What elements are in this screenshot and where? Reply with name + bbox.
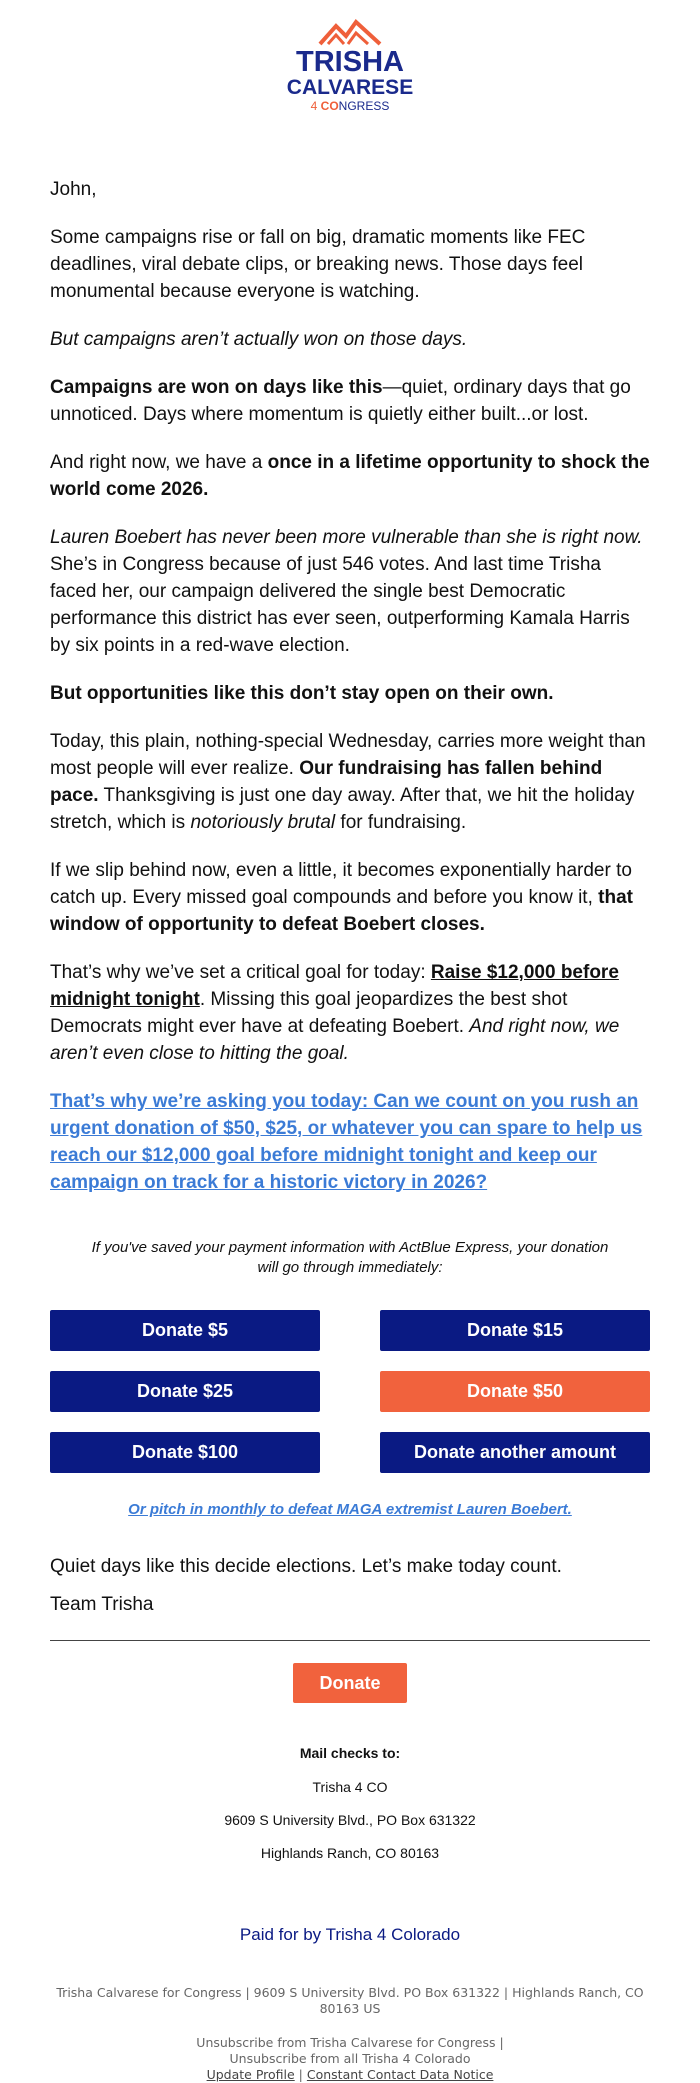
- paragraph-9: That’s why we’ve set a critical goal for today: Raise $12,000 before midnight tonight. Missing this goal jeopardizes the best shot Democrats might ever have at defeating Boebert. And right now, we aren’t even close to hitting the goal.: [50, 962, 620, 1064]
- email-body: [0, 118, 700, 1945]
- footer-links: [40, 2067, 660, 2083]
- donate-5-button[interactable]: Donate $5: [50, 1310, 320, 1351]
- paragraph-2: But campaigns aren’t actually won on those days.: [50, 329, 468, 350]
- footer-separator: |: [294, 2067, 307, 2082]
- closing-line: Quiet days like this decide elections. Let’s make today count.: [50, 1556, 562, 1577]
- mail-checks-block: [50, 1745, 650, 1861]
- footer-address: Trisha Calvarese for Congress | 9609 S University Blvd. PO Box 631322 | Highlands Ranch, CO 80163 US: [56, 1985, 644, 2016]
- email-page: [0, 8, 700, 2083]
- paragraph-3: Campaigns are won on days like this—quiet, ordinary days that go unnoticed. Days where momentum is quietly either built...or lost.: [50, 377, 631, 425]
- paragraph-6: But opportunities like this don’t stay open on their own.: [50, 683, 554, 704]
- footer: [40, 1985, 660, 2083]
- donate-button[interactable]: Donate: [293, 1663, 407, 1703]
- campaign-logo: [270, 8, 430, 118]
- greeting: John,: [50, 179, 97, 200]
- donate-100-button[interactable]: Donate $100: [50, 1432, 320, 1473]
- paragraph-4: And right now, we have a once in a lifetime opportunity to shock the world come 2026.: [50, 452, 650, 500]
- logo-line-congress: 4 CONGRESS: [310, 99, 390, 113]
- paragraph-8: If we slip behind now, even a little, it becomes exponentially harder to catch up. Every missed goal compounds and before you know it, that window of opportunity to defeat Boebert closes.: [50, 860, 633, 935]
- paid-for-disclaimer: Paid for by Trisha 4 Colorado: [239, 1925, 461, 1944]
- donate-25-button[interactable]: Donate $25: [50, 1371, 320, 1412]
- donate-button-grid: [50, 1310, 650, 1473]
- mail-heading: Mail checks to:: [299, 1745, 401, 1761]
- signature: Team Trisha: [50, 1594, 154, 1615]
- update-profile-link[interactable]: Update Profile: [206, 2067, 295, 2082]
- logo-line-calvarese: CALVARESE: [286, 76, 414, 99]
- mail-line-2: 9609 S University Blvd., PO Box 631322: [224, 1812, 476, 1828]
- data-notice-link[interactable]: Constant Contact Data Notice: [306, 2067, 494, 2082]
- donate-15-button[interactable]: Donate $15: [380, 1310, 650, 1351]
- paragraph-7: Today, this plain, nothing-special Wednesday, carries more weight than most people will ever realize. Our fundraising has fallen behind pace. Thanksgiving is just one day away. After that, we hit the holiday stretch, which is notoriously brutal for fundraising.: [50, 731, 646, 833]
- logo-line-trisha: TRISHA: [296, 46, 404, 78]
- unsubscribe-all-link[interactable]: Unsubscribe from all Trisha 4 Colorado: [229, 2051, 471, 2066]
- mountain-icon: [320, 22, 380, 44]
- paragraph-5: Lauren Boebert has never been more vulnerable than she is right now. She’s in Congress because of just 546 votes. And last time Trisha faced her, our campaign delivered the single best Democratic performance this district has ever seen, outperforming Kamala Harris by six points in a red-wave election.: [50, 527, 643, 656]
- mail-line-1: Trisha 4 CO: [312, 1779, 388, 1795]
- actblue-express-note: If you've saved your payment information with ActBlue Express, your donation will go through immediately:: [91, 1239, 609, 1276]
- divider: [50, 1640, 650, 1641]
- mail-line-3: Highlands Ranch, CO 80163: [260, 1845, 440, 1861]
- donate-50-button[interactable]: Donate $50: [380, 1371, 650, 1412]
- donate-other-amount-button[interactable]: Donate another amount: [380, 1432, 650, 1473]
- monthly-donation-link[interactable]: Or pitch in monthly to defeat MAGA extremist Lauren Boebert.: [128, 1501, 572, 1518]
- paragraph-1: Some campaigns rise or fall on big, dramatic moments like FEC deadlines, viral debate clips, or breaking news. Those days feel monumental because everyone is watching.: [50, 227, 586, 302]
- unsubscribe-campaign-link[interactable]: Unsubscribe from Trisha Calvarese for Congress |: [196, 2035, 504, 2050]
- donate-cta-link[interactable]: That’s why we’re asking you today: Can we count on you rush an urgent donation of $50, $25, or whatever you can spare to help us reach our $12,000 goal before midnight tonight and keep our campaign on track for a historic victory in 2026?: [50, 1091, 643, 1193]
